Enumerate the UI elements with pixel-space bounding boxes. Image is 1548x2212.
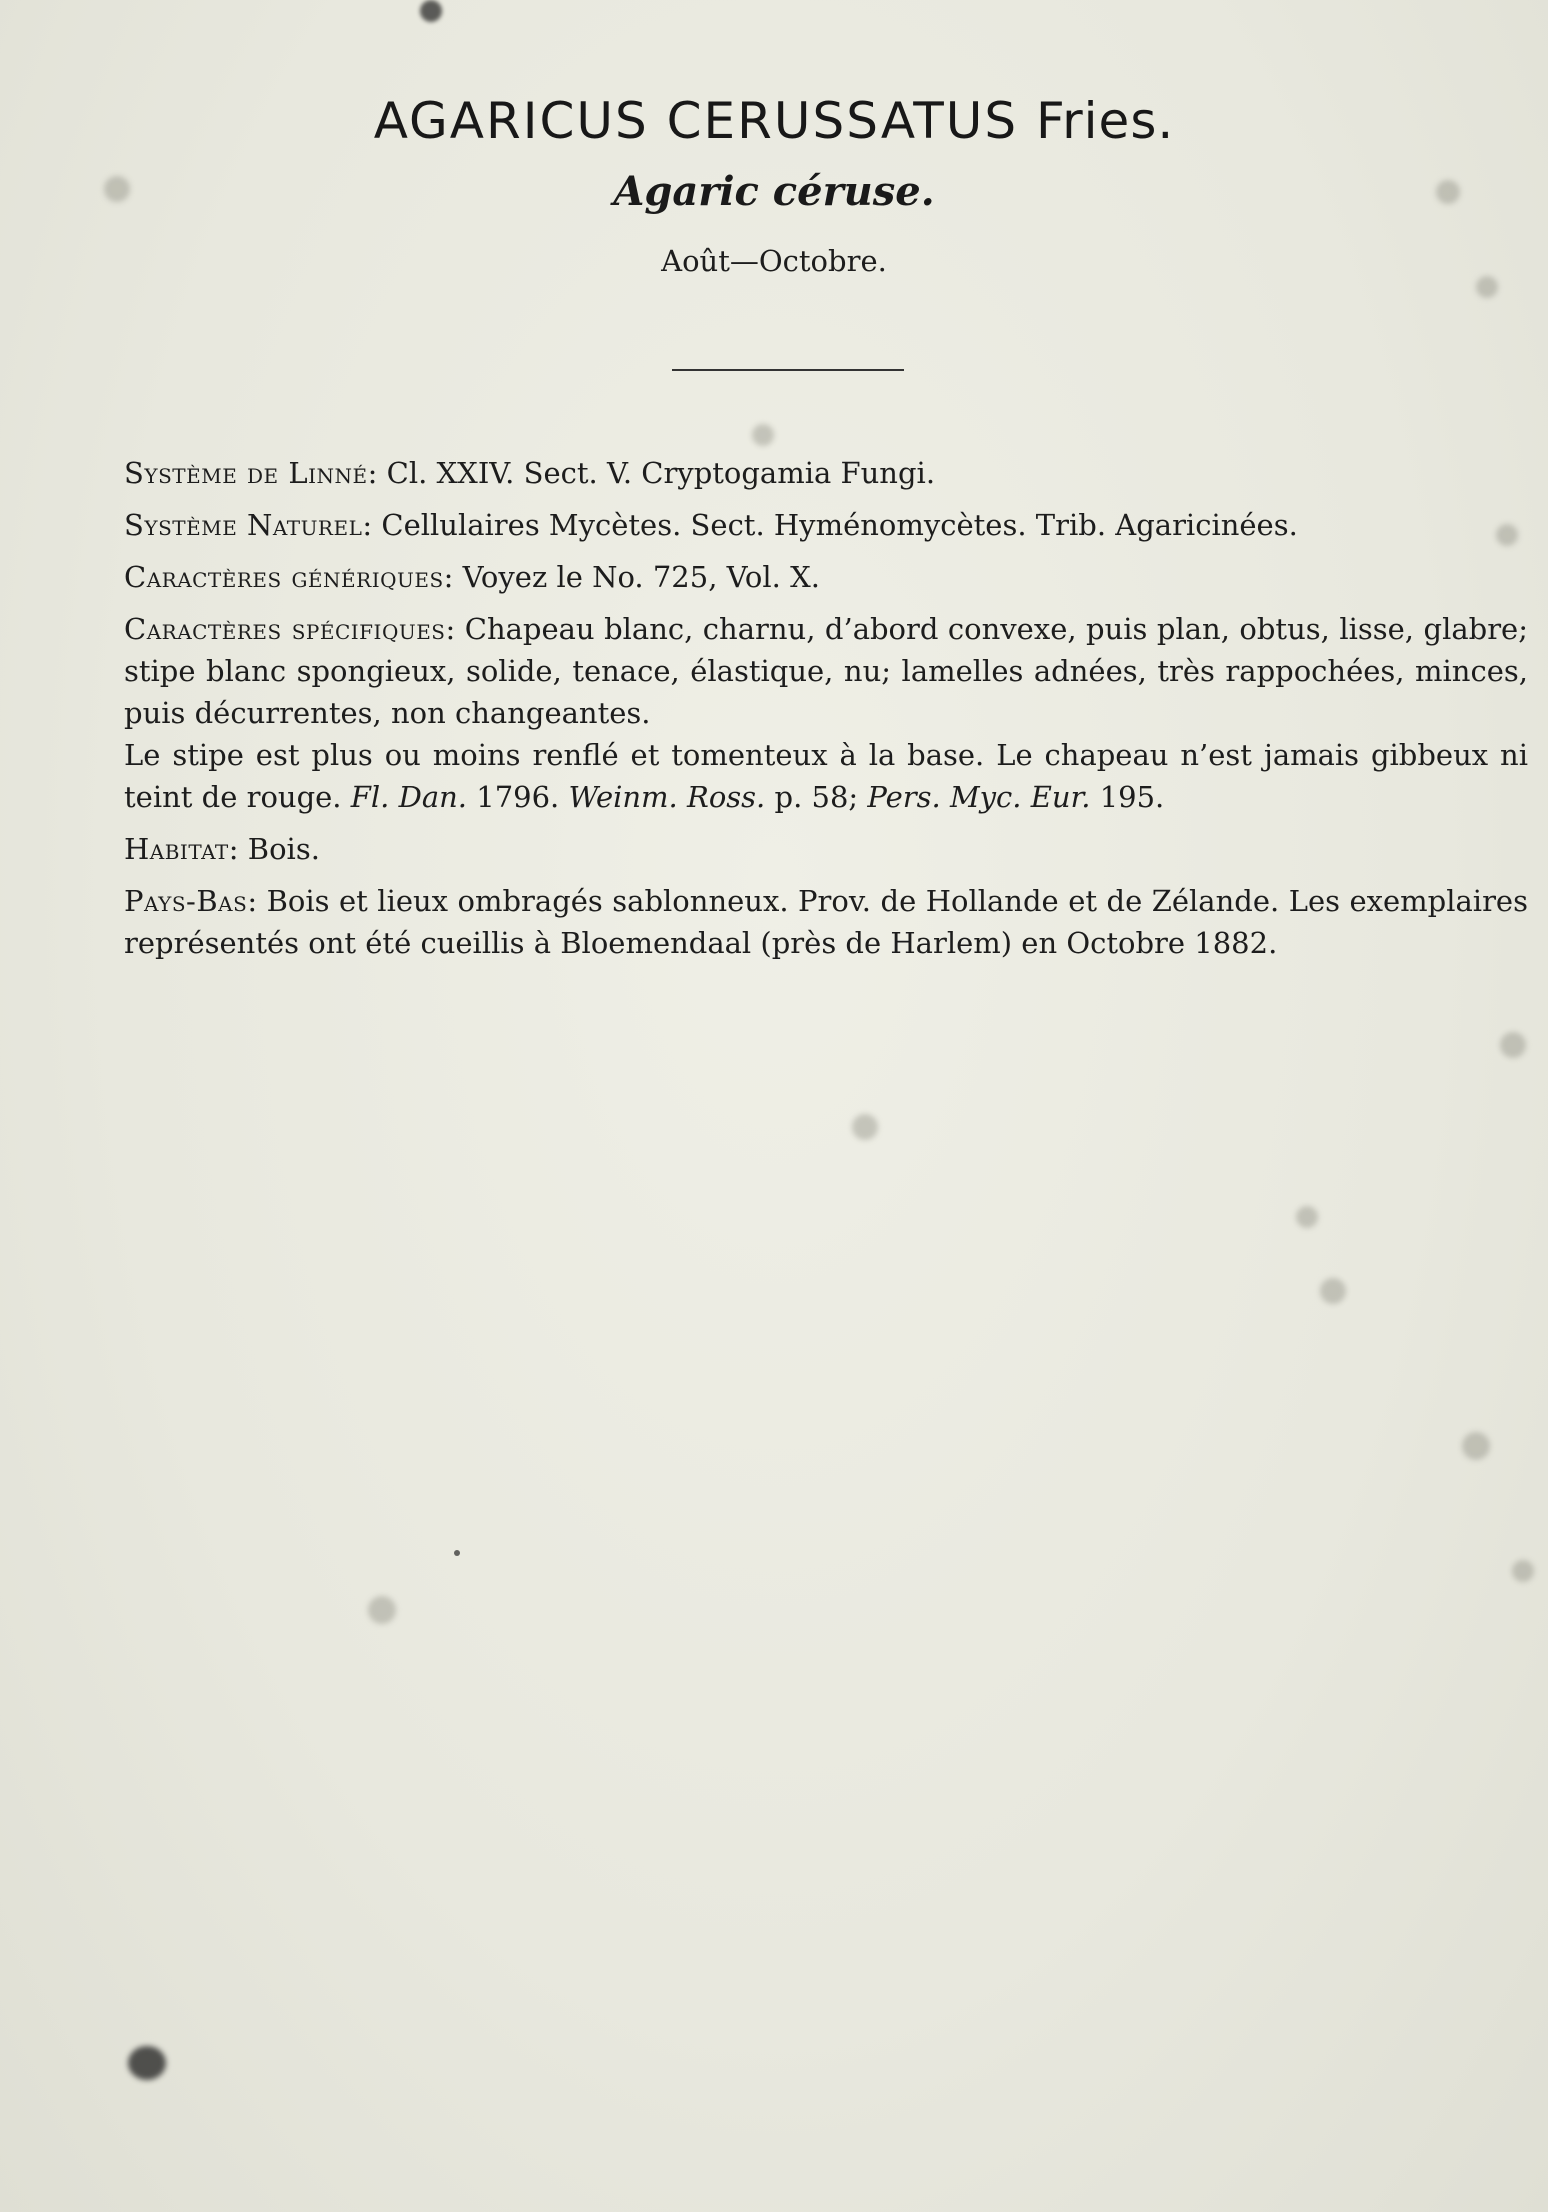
entry-text: Bois. — [247, 832, 320, 866]
entry-generiques — [124, 556, 1528, 598]
entry-text: Chapeau blanc, charnu, d’abord convexe, puis plan, obtus, lisse, glabre; stipe blanc spongieux, solide, tenace, élastique, nu; lamelles adnées, très rappochées, minces, puis décurrentes, non changeantes. — [124, 612, 1528, 730]
title-divider — [672, 369, 904, 371]
entry-linne — [124, 452, 1528, 494]
entry-text: Bois et lieux ombragés sablonneux. Prov. de Hollande et de Zélande. Les exemplaires représentés ont été cueillis à Bloemendaal (près de Harlem) en Octobre 1882. — [124, 884, 1528, 960]
title-genus-species: AGARICUS CERUSSATUS — [373, 92, 1019, 150]
description-body — [124, 452, 1528, 974]
page-title — [0, 92, 1548, 150]
entry-separator: : — [443, 560, 463, 594]
entry-separator: : — [367, 456, 387, 490]
reference-pers-myc-eur: Pers. Myc. Eur. — [867, 780, 1091, 814]
entry-text: Cl. XXIV. Sect. V. Cryptogamia Fungi. — [386, 456, 936, 490]
reference-fl-dan: Fl. Dan. — [350, 780, 468, 814]
reference-number: 195. — [1099, 780, 1165, 814]
entry-label: Pays-Bas — [124, 884, 248, 918]
entry-pays-bas — [124, 880, 1528, 964]
entry-text: Voyez le No. 725, Vol. X. — [462, 560, 820, 594]
entry-stipe-note — [124, 734, 1528, 818]
entry-separator: : — [247, 884, 267, 918]
title-author: Fries. — [1035, 92, 1175, 150]
entry-label: Habitat — [124, 832, 229, 866]
entry-label: Système Naturel — [124, 508, 363, 542]
entry-naturel — [124, 504, 1528, 546]
entry-separator: : — [445, 612, 465, 646]
entry-label: Caractères spécifiques — [124, 612, 446, 646]
entry-text: Cellulaires Mycètes. Sect. Hyménomycètes. Trib. Agaricinées. — [381, 508, 1298, 542]
reference-number: 1796. — [476, 780, 560, 814]
entry-separator: : — [362, 508, 382, 542]
entry-habitat — [124, 828, 1528, 870]
reference-number: p. 58; — [774, 780, 859, 814]
entry-text: Le stipe est plus ou moins renflé et tomenteux à la base. Le chapeau n’est jamais gibbeux ni teint de rouge. — [124, 738, 1528, 814]
entry-separator: : — [228, 832, 248, 866]
season-months: Août—Octobre. — [661, 244, 887, 278]
entry-specifiques — [124, 608, 1528, 734]
common-name: Agaric céruse. — [613, 168, 935, 215]
entry-label: Caractères génériques — [124, 560, 444, 594]
reference-weinm-ross: Weinm. Ross. — [568, 780, 766, 814]
entry-label: Système de Linné — [124, 456, 368, 490]
